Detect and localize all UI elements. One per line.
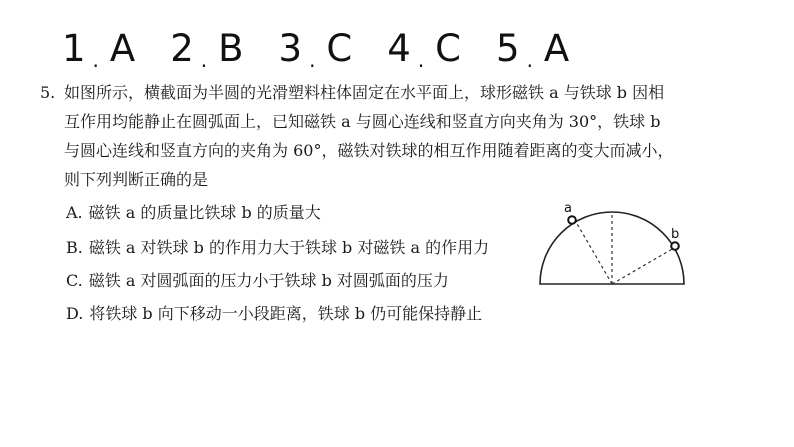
label-b: b <box>671 227 680 242</box>
option-letter: D. <box>66 304 84 323</box>
label-a: a <box>564 201 572 216</box>
question-stem <box>64 78 704 194</box>
stem-line: 与圆心连线和竖直方向的夹角为 60°，磁铁对铁球的相互作用随着距离的变大而减小， <box>64 141 674 160</box>
option-b <box>66 235 489 258</box>
option-text: 将铁球 b 向下移动一小段距离，铁球 b 仍可能保持静止 <box>89 304 483 323</box>
option-text: 磁铁 a 对圆弧面的压力小于铁球 b 对圆弧面的压力 <box>88 271 449 290</box>
radius-b-dashed-line <box>612 248 674 284</box>
magnet-a <box>568 216 576 224</box>
answer-2: 2 . B <box>170 26 245 72</box>
option-text: 磁铁 a 的质量比铁球 b 的质量大 <box>88 203 321 222</box>
stem-line: 互作用均能静止在圆弧面上，已知磁铁 a 与圆心连线和竖直方向夹角为 30°，铁球 b <box>64 112 661 131</box>
answer-4: 4 . C <box>387 26 463 72</box>
option-letter: C. <box>66 271 83 290</box>
answer-3: 3 . C <box>278 26 354 72</box>
option-text: 磁铁 a 对铁球 b 的作用力大于铁球 b 对磁铁 a 的作用力 <box>88 238 490 257</box>
option-c <box>66 268 449 291</box>
stem-line: 如图所示，横截面为半圆的光滑塑料柱体固定在水平面上，球形磁铁 a 与铁球 b 因相 <box>64 83 665 102</box>
option-d <box>66 301 482 324</box>
option-letter: B. <box>66 238 83 257</box>
semicircle-figure <box>532 198 692 294</box>
option-a <box>66 200 321 223</box>
question-5 <box>40 78 740 194</box>
option-letter: A. <box>66 203 83 222</box>
answer-key <box>62 24 604 72</box>
question-number: 5. <box>40 83 56 102</box>
answer-1: 1 . A <box>62 26 137 72</box>
stem-line: 则下列判断正确的是 <box>64 170 209 189</box>
answer-5: 5 . A <box>496 26 571 72</box>
iron-ball-b <box>671 242 679 250</box>
radius-a-dashed-line <box>576 222 612 284</box>
